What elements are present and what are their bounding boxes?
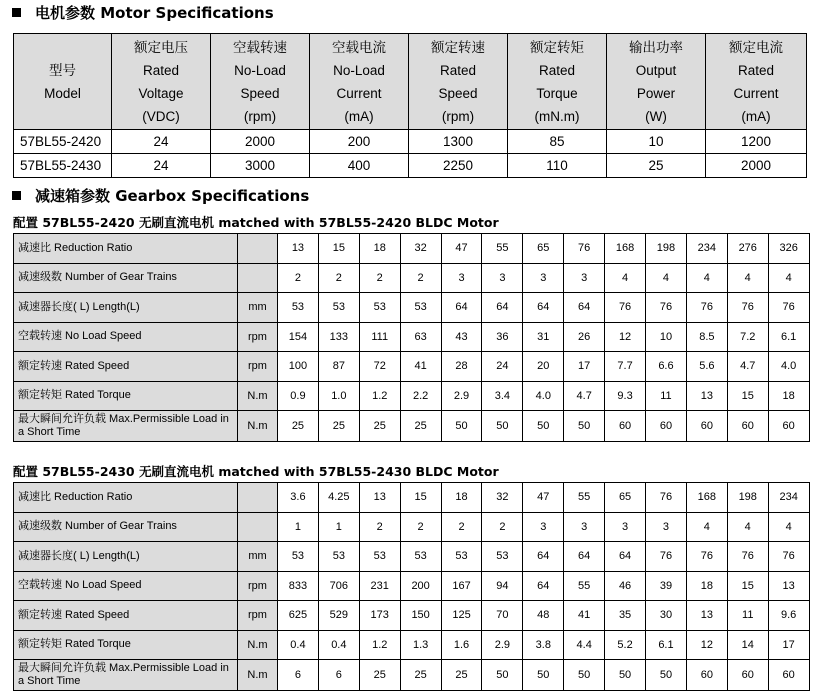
motor-value-cell: 24 [112, 130, 211, 154]
gear-value-cell: 8.5 [686, 322, 727, 352]
gear-value-cell: 198 [727, 483, 768, 513]
motor-model-cell: 57BL55-2430 [14, 154, 112, 178]
gear-value-cell: 76 [564, 234, 605, 264]
gear-value-cell: 3 [646, 512, 687, 542]
gear-value-cell: 198 [646, 234, 687, 264]
gear-value-cell: 13 [278, 234, 319, 264]
motor-header-line: (mN.m) [534, 108, 580, 124]
gear-row-unit: mm [238, 293, 278, 323]
motor-header-line: 空载电流 [332, 39, 386, 55]
gear-value-cell: 50 [564, 660, 605, 691]
gear-value-cell: 25 [359, 660, 400, 691]
gear-value-cell: 833 [278, 571, 319, 601]
gear-row [14, 263, 810, 293]
gear-value-cell: 4 [727, 263, 768, 293]
gear-row-label: 额定转矩 Rated Torque [14, 381, 238, 411]
gear-value-cell: 64 [441, 293, 482, 323]
gear-row-label: 减速器长度( L) Length(L) [14, 293, 238, 323]
gear-value-cell: 50 [564, 411, 605, 442]
gear-value-cell: 76 [646, 483, 687, 513]
gear-row-label: 空载转速 No Load Speed [14, 322, 238, 352]
motor-section-title [12, 2, 274, 23]
gear-value-cell: 65 [605, 483, 646, 513]
motor-header-line: 输出功率 [629, 39, 683, 55]
gear-value-cell: 50 [646, 660, 687, 691]
motor-header-line: Current [733, 85, 779, 101]
motor-value-cell: 200 [310, 130, 409, 154]
bullet-square-icon [12, 191, 21, 200]
gear-value-cell: 76 [605, 293, 646, 323]
gear-value-cell: 25 [318, 411, 359, 442]
gear-value-cell: 50 [605, 660, 646, 691]
gear-row [14, 542, 810, 572]
gear-value-cell: 55 [564, 571, 605, 601]
gear-value-cell: 4 [686, 263, 727, 293]
gear-row-unit: rpm [238, 322, 278, 352]
bullet-square-icon [12, 8, 21, 17]
motor-header-line: 额定转矩 [530, 39, 584, 55]
gear-value-cell: 18 [686, 571, 727, 601]
motor-header-line: No-Load [234, 62, 286, 78]
gear-value-cell: 53 [441, 542, 482, 572]
gear-value-cell: 276 [727, 234, 768, 264]
gear-value-cell: 48 [523, 601, 564, 631]
gear-value-cell: 43 [441, 322, 482, 352]
gear-value-cell: 7.7 [605, 352, 646, 382]
gear-value-cell: 17 [564, 352, 605, 382]
gear-value-cell: 133 [318, 322, 359, 352]
motor-model-cell: 57BL55-2420 [14, 130, 112, 154]
motor-header-line: (rpm) [441, 108, 475, 124]
gear-value-cell: 6 [278, 660, 319, 691]
gear-row-unit [238, 483, 278, 513]
gear-value-cell: 4 [686, 512, 727, 542]
gear-value-cell: 6.6 [646, 352, 687, 382]
gear-value-cell: 47 [523, 483, 564, 513]
gear-value-cell: 64 [523, 571, 564, 601]
gear-row [14, 630, 810, 660]
gear-value-cell: 111 [359, 322, 400, 352]
gear-value-cell: 1 [278, 512, 319, 542]
gear-value-cell: 11 [727, 601, 768, 631]
gear-value-cell: 15 [727, 381, 768, 411]
motor-header-line: 额定转速 [431, 39, 485, 55]
gear-value-cell: 231 [359, 571, 400, 601]
gear-row [14, 601, 810, 631]
gear-value-cell: 1.6 [441, 630, 482, 660]
gear-row-label: 额定转速 Rated Speed [14, 352, 238, 382]
gear-value-cell: 200 [400, 571, 441, 601]
gear-value-cell: 2 [278, 263, 319, 293]
gear-value-cell: 168 [686, 483, 727, 513]
gear-value-cell: 25 [359, 411, 400, 442]
motor-header-line: Rated [142, 62, 180, 78]
gear-value-cell: 4 [646, 263, 687, 293]
motor-header-line: 型号 [49, 62, 76, 78]
gear-row-unit: rpm [238, 571, 278, 601]
gear-value-cell: 60 [768, 660, 809, 691]
gear-value-cell: 3 [605, 512, 646, 542]
gear-value-cell: 53 [318, 542, 359, 572]
motor-header-cell [211, 34, 310, 130]
gear-value-cell: 2 [359, 512, 400, 542]
gear-value-cell: 6.1 [768, 322, 809, 352]
gear-value-cell: 28 [441, 352, 482, 382]
gear-value-cell: 15 [318, 234, 359, 264]
gear-row [14, 293, 810, 323]
motor-header-line: Model [44, 85, 81, 101]
gear-row-label: 减速级数 Number of Gear Trains [14, 512, 238, 542]
gear-value-cell: 60 [686, 411, 727, 442]
motor-value-cell: 400 [310, 154, 409, 178]
gear-value-cell: 41 [564, 601, 605, 631]
gear-value-cell: 4.0 [768, 352, 809, 382]
gear-value-cell: 6 [318, 660, 359, 691]
gear-value-cell: 326 [768, 234, 809, 264]
motor-section-title-text: 电机参数 Motor Specifications [35, 4, 274, 22]
gear-value-cell: 60 [686, 660, 727, 691]
gear-value-cell: 25 [400, 411, 441, 442]
gear-value-cell: 9.6 [768, 601, 809, 631]
gear-value-cell: 4.0 [523, 381, 564, 411]
gear-value-cell: 94 [482, 571, 523, 601]
motor-header-line: (rpm) [243, 108, 277, 124]
gear-value-cell: 1.3 [400, 630, 441, 660]
gear-value-cell: 18 [441, 483, 482, 513]
gear-row [14, 234, 810, 264]
gear-row [14, 411, 810, 442]
motor-value-cell: 110 [508, 154, 607, 178]
gear-value-cell: 36 [482, 322, 523, 352]
gearbox-table-1-title: 配置 57BL55-2420 无刷直流电机 matched with 57BL55-2420 BLDC Motor [13, 215, 499, 230]
gear-value-cell: 234 [686, 234, 727, 264]
gear-value-cell: 706 [318, 571, 359, 601]
motor-header-line: Power [636, 85, 676, 101]
gear-row-label: 最大瞬间允许负载 Max.Permissible Load in a Short Time [14, 411, 238, 442]
motor-value-cell: 2000 [211, 130, 310, 154]
gear-row [14, 322, 810, 352]
gearbox-table-2430 [13, 482, 810, 691]
gear-value-cell: 53 [278, 542, 319, 572]
gear-value-cell: 30 [646, 601, 687, 631]
gear-value-cell: 13 [686, 381, 727, 411]
gear-value-cell: 41 [400, 352, 441, 382]
gear-row-label: 减速比 Reduction Ratio [14, 483, 238, 513]
gear-value-cell: 35 [605, 601, 646, 631]
gear-value-cell: 1.0 [318, 381, 359, 411]
gear-value-cell: 4.25 [318, 483, 359, 513]
gear-value-cell: 5.2 [605, 630, 646, 660]
gear-value-cell: 60 [727, 660, 768, 691]
gear-value-cell: 53 [400, 293, 441, 323]
gear-value-cell: 64 [523, 293, 564, 323]
gear-value-cell: 76 [727, 293, 768, 323]
motor-header-line: Speed [240, 85, 280, 101]
gear-value-cell: 72 [359, 352, 400, 382]
gear-value-cell: 76 [646, 293, 687, 323]
gear-value-cell: 2.2 [400, 381, 441, 411]
gear-row [14, 381, 810, 411]
gear-value-cell: 100 [278, 352, 319, 382]
motor-header-line: Output [635, 62, 677, 78]
gear-value-cell: 11 [646, 381, 687, 411]
gear-value-cell: 50 [441, 411, 482, 442]
gear-value-cell: 13 [768, 571, 809, 601]
gear-row-label: 减速级数 Number of Gear Trains [14, 263, 238, 293]
gear-value-cell: 64 [564, 542, 605, 572]
motor-header-line: No-Load [333, 62, 385, 78]
gear-row-unit [238, 512, 278, 542]
gear-value-cell: 50 [523, 411, 564, 442]
gear-value-cell: 13 [359, 483, 400, 513]
gear-value-cell: 234 [768, 483, 809, 513]
motor-header-line: Rated [737, 62, 775, 78]
gear-value-cell: 15 [727, 571, 768, 601]
gear-value-cell: 53 [482, 542, 523, 572]
motor-value-cell: 3000 [211, 154, 310, 178]
gear-row-unit: N.m [238, 381, 278, 411]
gear-value-cell: 63 [400, 322, 441, 352]
gear-value-cell: 2.9 [441, 381, 482, 411]
motor-header-cell [508, 34, 607, 130]
gear-value-cell: 4.4 [564, 630, 605, 660]
gear-value-cell: 3 [564, 263, 605, 293]
gear-value-cell: 7.2 [727, 322, 768, 352]
gear-value-cell: 5.6 [686, 352, 727, 382]
gear-value-cell: 10 [646, 322, 687, 352]
gear-value-cell: 76 [646, 542, 687, 572]
gear-value-cell: 64 [564, 293, 605, 323]
motor-header-row [14, 34, 807, 130]
gear-value-cell: 2 [482, 512, 523, 542]
motor-value-cell: 2000 [706, 154, 807, 178]
gear-value-cell: 3 [564, 512, 605, 542]
gear-row-label: 最大瞬间允许负载 Max.Permissible Load in a Short Time [14, 660, 238, 691]
gear-value-cell: 2 [441, 512, 482, 542]
gear-value-cell: 25 [441, 660, 482, 691]
gear-value-cell: 64 [482, 293, 523, 323]
gear-value-cell: 31 [523, 322, 564, 352]
gear-value-cell: 53 [278, 293, 319, 323]
motor-header-line: 额定电流 [729, 39, 783, 55]
gear-row [14, 571, 810, 601]
motor-header-line: Current [336, 85, 382, 101]
motor-header-line: Rated [538, 62, 576, 78]
gear-row-label: 空载转速 No Load Speed [14, 571, 238, 601]
gear-value-cell: 14 [727, 630, 768, 660]
gearbox-section-title-text: 减速箱参数 Gearbox Specifications [35, 187, 310, 205]
gear-value-cell: 4.7 [727, 352, 768, 382]
gear-value-cell: 13 [686, 601, 727, 631]
motor-header-cell [706, 34, 807, 130]
gear-value-cell: 3.4 [482, 381, 523, 411]
gear-row [14, 352, 810, 382]
gear-value-cell: 625 [278, 601, 319, 631]
gear-value-cell: 55 [564, 483, 605, 513]
gear-value-cell: 64 [605, 542, 646, 572]
motor-header-line: (mA) [741, 108, 771, 124]
gear-row [14, 483, 810, 513]
gear-value-cell: 87 [318, 352, 359, 382]
gear-value-cell: 70 [482, 601, 523, 631]
gear-value-cell: 18 [768, 381, 809, 411]
motor-header-line: Speed [438, 85, 478, 101]
motor-header-line: (mA) [344, 108, 374, 124]
gear-value-cell: 20 [523, 352, 564, 382]
gear-value-cell: 76 [686, 542, 727, 572]
gear-row-unit: mm [238, 542, 278, 572]
motor-header-line: Torque [536, 85, 578, 101]
gear-row [14, 512, 810, 542]
gear-value-cell: 173 [359, 601, 400, 631]
motor-header-line: 空载转速 [233, 39, 287, 55]
gear-value-cell: 1.2 [359, 630, 400, 660]
gear-value-cell: 1 [318, 512, 359, 542]
gear-value-cell: 154 [278, 322, 319, 352]
gear-value-cell: 32 [482, 483, 523, 513]
gear-value-cell: 39 [646, 571, 687, 601]
gear-value-cell: 50 [482, 660, 523, 691]
gear-value-cell: 60 [605, 411, 646, 442]
gear-value-cell: 60 [768, 411, 809, 442]
gear-row-unit: N.m [238, 660, 278, 691]
gear-row-label: 减速比 Reduction Ratio [14, 234, 238, 264]
gear-value-cell: 4.7 [564, 381, 605, 411]
gear-value-cell: 55 [482, 234, 523, 264]
gear-value-cell: 9.3 [605, 381, 646, 411]
gear-value-cell: 150 [400, 601, 441, 631]
motor-header-cell [112, 34, 211, 130]
gear-value-cell: 60 [646, 411, 687, 442]
gear-value-cell: 3.8 [523, 630, 564, 660]
gear-value-cell: 17 [768, 630, 809, 660]
gear-value-cell: 65 [523, 234, 564, 264]
gear-value-cell: 53 [359, 293, 400, 323]
gear-value-cell: 125 [441, 601, 482, 631]
motor-header-line: Voltage [138, 85, 184, 101]
motor-value-cell: 1300 [409, 130, 508, 154]
gear-value-cell: 46 [605, 571, 646, 601]
gear-value-cell: 24 [482, 352, 523, 382]
gear-value-cell: 2 [318, 263, 359, 293]
gear-row-unit: N.m [238, 411, 278, 442]
gear-value-cell: 76 [686, 293, 727, 323]
gear-row-label: 额定转速 Rated Speed [14, 601, 238, 631]
gear-value-cell: 18 [359, 234, 400, 264]
gear-row-unit: N.m [238, 630, 278, 660]
gear-value-cell: 32 [400, 234, 441, 264]
gear-value-cell: 529 [318, 601, 359, 631]
gear-value-cell: 4 [605, 263, 646, 293]
motor-header-line: (W) [645, 108, 667, 124]
gearbox-table-2420 [13, 233, 810, 442]
motor-row [14, 154, 807, 178]
gear-value-cell: 2 [400, 263, 441, 293]
motor-header-cell [14, 34, 112, 130]
gear-value-cell: 25 [400, 660, 441, 691]
motor-header-line: 额定电压 [134, 39, 188, 55]
gear-value-cell: 0.9 [278, 381, 319, 411]
gear-value-cell: 4 [727, 512, 768, 542]
motor-value-cell: 10 [607, 130, 706, 154]
gear-value-cell: 3 [523, 263, 564, 293]
gear-value-cell: 26 [564, 322, 605, 352]
gear-row-unit [238, 263, 278, 293]
motor-value-cell: 85 [508, 130, 607, 154]
gear-row [14, 660, 810, 691]
motor-row [14, 130, 807, 154]
gear-value-cell: 12 [605, 322, 646, 352]
gear-value-cell: 2.9 [482, 630, 523, 660]
gear-value-cell: 4 [768, 512, 809, 542]
gear-value-cell: 60 [727, 411, 768, 442]
motor-value-cell: 25 [607, 154, 706, 178]
gear-value-cell: 0.4 [318, 630, 359, 660]
gear-value-cell: 3 [482, 263, 523, 293]
gear-value-cell: 4 [768, 263, 809, 293]
gear-value-cell: 167 [441, 571, 482, 601]
gear-value-cell: 6.1 [646, 630, 687, 660]
motor-value-cell: 1200 [706, 130, 807, 154]
gear-value-cell: 50 [523, 660, 564, 691]
gear-row-label: 减速器长度( L) Length(L) [14, 542, 238, 572]
gear-row-unit: rpm [238, 352, 278, 382]
motor-header-cell [409, 34, 508, 130]
gear-value-cell: 50 [482, 411, 523, 442]
motor-value-cell: 24 [112, 154, 211, 178]
motor-header-line: Rated [439, 62, 477, 78]
gear-value-cell: 76 [727, 542, 768, 572]
gear-value-cell: 53 [359, 542, 400, 572]
gear-value-cell: 25 [278, 411, 319, 442]
gear-value-cell: 3 [441, 263, 482, 293]
motor-header-cell [310, 34, 409, 130]
gear-value-cell: 3.6 [278, 483, 319, 513]
gear-value-cell: 2 [359, 263, 400, 293]
gear-value-cell: 1.2 [359, 381, 400, 411]
gear-row-label: 额定转矩 Rated Torque [14, 630, 238, 660]
motor-value-cell: 2250 [409, 154, 508, 178]
gearbox-section-title [12, 185, 309, 206]
gear-value-cell: 47 [441, 234, 482, 264]
gear-value-cell: 76 [768, 542, 809, 572]
gear-value-cell: 168 [605, 234, 646, 264]
gear-row-unit [238, 234, 278, 264]
gear-value-cell: 53 [318, 293, 359, 323]
gear-value-cell: 15 [400, 483, 441, 513]
gear-value-cell: 12 [686, 630, 727, 660]
motor-header-cell [607, 34, 706, 130]
gearbox-table-2-title: 配置 57BL55-2430 无刷直流电机 matched with 57BL55-2430 BLDC Motor [13, 464, 499, 479]
gear-row-unit: rpm [238, 601, 278, 631]
gear-value-cell: 76 [768, 293, 809, 323]
gear-value-cell: 2 [400, 512, 441, 542]
gear-value-cell: 3 [523, 512, 564, 542]
motor-spec-table [13, 33, 807, 178]
motor-header-line: (VDC) [142, 108, 180, 124]
gear-value-cell: 0.4 [278, 630, 319, 660]
gear-value-cell: 64 [523, 542, 564, 572]
gear-value-cell: 53 [400, 542, 441, 572]
